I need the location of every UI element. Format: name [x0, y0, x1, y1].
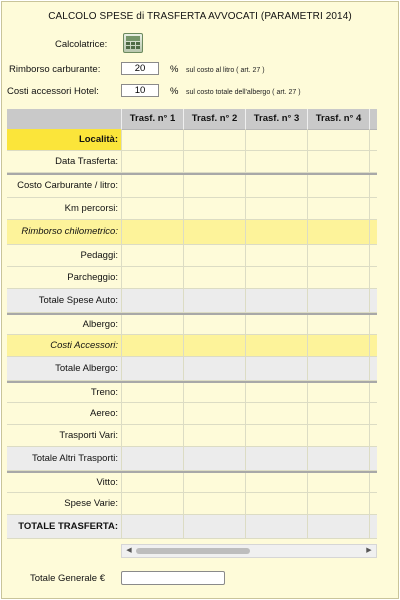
input-cell[interactable]: [369, 357, 377, 380]
input-cell[interactable]: [245, 220, 307, 244]
input-cell[interactable]: [369, 315, 377, 334]
table-row: [7, 289, 377, 313]
fuel-percent-input[interactable]: [121, 62, 159, 75]
grand-total-field[interactable]: [121, 571, 225, 585]
table-row: [7, 515, 377, 539]
input-cell[interactable]: [307, 335, 369, 356]
input-cell[interactable]: [121, 267, 183, 288]
row-label: Data Trasferta:: [55, 155, 118, 167]
input-cell[interactable]: [183, 357, 245, 380]
input-cell[interactable]: [121, 129, 183, 150]
row-label: Pedaggi:: [80, 249, 118, 261]
row-label: Parcheggio:: [67, 271, 118, 283]
row-label: Albergo:: [82, 318, 118, 330]
input-cell[interactable]: [245, 425, 307, 446]
column-header-1: Trasf. n° 1: [121, 109, 183, 129]
input-cell[interactable]: [121, 473, 183, 492]
table-row: [7, 173, 377, 198]
input-cell[interactable]: [183, 515, 245, 538]
input-cell[interactable]: [307, 425, 369, 446]
scrollbar-thumb[interactable]: [136, 548, 250, 554]
input-cell[interactable]: [183, 335, 245, 356]
input-cell[interactable]: [121, 425, 183, 446]
row-label: Rimborso chilometrico:: [21, 226, 118, 237]
input-cell[interactable]: [121, 383, 183, 402]
calculator-icon[interactable]: [123, 33, 143, 53]
input-cell[interactable]: [307, 198, 369, 219]
input-cell[interactable]: [369, 403, 377, 424]
table-row: [7, 267, 377, 289]
row-label: TOTALE TRASFERTA:: [18, 520, 118, 532]
table-row: [7, 403, 377, 425]
input-cell[interactable]: [183, 383, 245, 402]
input-cell[interactable]: [245, 447, 307, 470]
input-cell[interactable]: [183, 315, 245, 334]
input-cell[interactable]: [121, 289, 183, 312]
input-cell[interactable]: [245, 175, 307, 197]
input-cell[interactable]: [307, 220, 369, 244]
column-header-2: Trasf. n° 2: [183, 109, 245, 129]
row-label: Località:: [7, 129, 121, 150]
input-cell[interactable]: [121, 245, 183, 266]
hotel-note: sul costo totale dell'albergo ( art. 27 ): [186, 89, 301, 96]
input-cell[interactable]: [307, 493, 369, 514]
input-cell[interactable]: [245, 267, 307, 288]
hotel-percent-unit: %: [170, 86, 179, 97]
input-cell[interactable]: [121, 493, 183, 514]
input-cell[interactable]: [183, 403, 245, 424]
grid-header: [7, 109, 377, 130]
input-cell[interactable]: [121, 175, 183, 197]
input-cell[interactable]: [307, 315, 369, 334]
table-row: [7, 447, 377, 471]
input-cell[interactable]: [369, 245, 377, 266]
input-cell[interactable]: [121, 151, 183, 172]
row-label: Costo Carburante / litro:: [17, 180, 118, 191]
input-cell[interactable]: [245, 473, 307, 492]
input-cell[interactable]: [307, 515, 369, 538]
row-label: Costi Accessori:: [50, 339, 118, 351]
input-cell[interactable]: [307, 357, 369, 380]
input-cell[interactable]: [369, 447, 377, 470]
row-label: Totale Spese Auto:: [38, 294, 118, 306]
input-cell[interactable]: [183, 129, 245, 150]
input-cell[interactable]: [369, 198, 377, 219]
table-row: [7, 198, 377, 220]
input-cell[interactable]: [183, 267, 245, 288]
input-cell[interactable]: [183, 425, 245, 446]
input-cell[interactable]: [307, 383, 369, 402]
table-row: [7, 493, 377, 515]
fuel-percent-unit: %: [170, 64, 179, 75]
column-header-4: Trasf. n° 4: [307, 109, 369, 129]
row-label: Vitto:: [96, 476, 118, 488]
table-row: [7, 245, 377, 267]
input-cell[interactable]: [121, 198, 183, 219]
row-label: Km percorsi:: [64, 202, 118, 214]
header-corner: [7, 109, 121, 129]
fuel-reimbursement-label: Rimborso carburante:: [9, 64, 101, 75]
table-row: [7, 425, 377, 447]
horizontal-scrollbar[interactable]: [121, 544, 377, 558]
input-cell[interactable]: [245, 198, 307, 219]
input-cell[interactable]: [183, 493, 245, 514]
table-row: [7, 151, 377, 173]
grand-total-label: Totale Generale €: [30, 573, 105, 584]
input-cell[interactable]: [245, 383, 307, 402]
input-cell[interactable]: [121, 220, 183, 244]
input-cell[interactable]: [121, 403, 183, 424]
input-cell[interactable]: [245, 335, 307, 356]
input-cell[interactable]: [183, 447, 245, 470]
table-row: [7, 313, 377, 335]
input-cell[interactable]: [369, 175, 377, 197]
row-label: Trasporti Vari:: [59, 429, 118, 441]
column-header-3: Trasf. n° 3: [245, 109, 307, 129]
input-cell[interactable]: [183, 245, 245, 266]
input-cell[interactable]: [369, 425, 377, 446]
input-cell[interactable]: [369, 220, 377, 244]
input-cell[interactable]: [307, 129, 369, 150]
input-cell[interactable]: [121, 447, 183, 470]
input-cell[interactable]: [245, 245, 307, 266]
arrow-left-icon[interactable]: ◀: [126, 547, 132, 554]
input-cell[interactable]: [369, 267, 377, 288]
table-row: [7, 381, 377, 403]
calculator-label: Calcolatrice:: [55, 39, 108, 50]
input-cell[interactable]: [183, 175, 245, 197]
input-cell[interactable]: [307, 473, 369, 492]
table-row: [7, 129, 377, 151]
table-row: [7, 471, 377, 493]
input-cell[interactable]: [121, 515, 183, 538]
input-cell[interactable]: [245, 515, 307, 538]
input-cell[interactable]: [369, 493, 377, 514]
input-cell[interactable]: [121, 335, 183, 356]
input-cell[interactable]: [245, 289, 307, 312]
table-row: [7, 335, 377, 357]
input-cell[interactable]: [307, 403, 369, 424]
input-cell[interactable]: [369, 335, 377, 356]
input-cell[interactable]: [307, 447, 369, 470]
input-cell[interactable]: [121, 315, 183, 334]
input-cell[interactable]: [369, 151, 377, 172]
input-cell[interactable]: [307, 267, 369, 288]
row-label: Treno:: [90, 386, 118, 398]
input-cell[interactable]: [183, 198, 245, 219]
row-label: Spese Varie:: [64, 497, 118, 509]
input-cell[interactable]: [245, 151, 307, 172]
row-label: Totale Altri Trasporti:: [31, 452, 118, 464]
input-cell[interactable]: [307, 289, 369, 312]
page-title: CALCOLO SPESE di TRASFERTA AVVOCATI (PARAMETRI 2014): [48, 11, 352, 22]
input-cell[interactable]: [307, 151, 369, 172]
column-header-5-partial: [369, 109, 377, 129]
input-cell[interactable]: [369, 289, 377, 312]
expense-grid: [7, 109, 377, 543]
input-cell[interactable]: [245, 403, 307, 424]
input-cell[interactable]: [369, 383, 377, 402]
input-cell[interactable]: [183, 151, 245, 172]
input-cell[interactable]: [121, 357, 183, 380]
hotel-percent-input[interactable]: [121, 84, 159, 97]
input-cell[interactable]: [369, 129, 377, 150]
input-cell[interactable]: [245, 493, 307, 514]
arrow-right-icon[interactable]: ▶: [366, 547, 372, 554]
input-cell[interactable]: [183, 473, 245, 492]
input-cell[interactable]: [369, 515, 377, 538]
input-cell[interactable]: [183, 220, 245, 244]
input-cell[interactable]: [183, 289, 245, 312]
input-cell[interactable]: [307, 175, 369, 197]
hotel-costs-label: Costi accessori Hotel:: [7, 86, 99, 97]
fuel-note: sul costo al litro ( art. 27 ): [186, 67, 265, 74]
input-cell[interactable]: [369, 473, 377, 492]
row-label: Totale Albergo:: [55, 362, 118, 374]
input-cell[interactable]: [245, 357, 307, 380]
table-row: [7, 220, 377, 245]
input-cell[interactable]: [307, 245, 369, 266]
row-label: Aereo:: [90, 407, 118, 419]
table-row: [7, 357, 377, 381]
input-cell[interactable]: [245, 129, 307, 150]
input-cell[interactable]: [245, 315, 307, 334]
